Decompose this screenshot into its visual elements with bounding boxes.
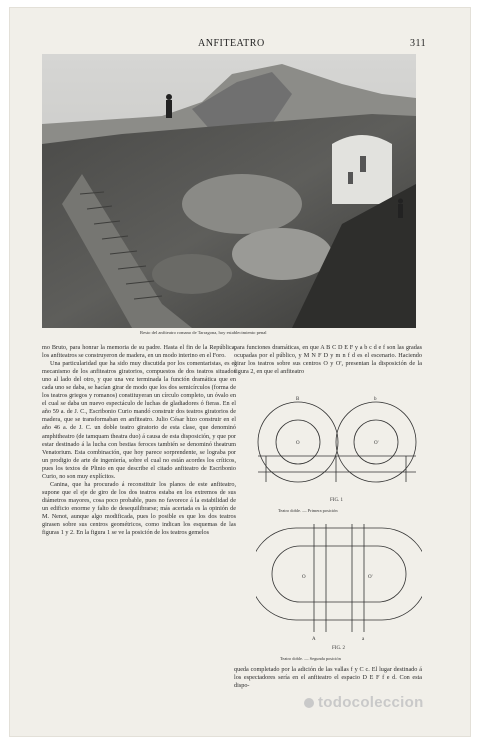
paragraph: queda completado por la adición de las vallas f y C c. El lugar destinado á los espectadores sería en el anfiteatro el espacio D E F f e d. Con esta dispo- [234, 666, 422, 690]
svg-text:O: O [296, 441, 300, 446]
photo-caption: Resto del anfiteatro romano de Tarragona, hoy establecimiento penal [140, 330, 267, 335]
svg-text:a: a [362, 637, 365, 642]
figure-2-label: FIG. 2 [332, 646, 346, 651]
svg-text:A: A [312, 637, 316, 642]
figure-1-label: FIG. 1 [330, 498, 344, 503]
svg-text:O': O' [368, 575, 373, 580]
figure-1-diagram [256, 394, 422, 504]
left-column [42, 344, 236, 537]
book-page [10, 8, 470, 736]
right-column-top [234, 344, 422, 376]
svg-text:b: b [374, 397, 377, 402]
amphitheatre-photo [42, 54, 416, 328]
svg-text:O: O [302, 575, 306, 580]
svg-text:B: B [296, 397, 300, 402]
figure-2-diagram [256, 520, 422, 648]
page-number: 311 [410, 38, 427, 49]
right-column-bottom [234, 666, 422, 690]
watermark-logo [304, 694, 424, 711]
watermark-dot-icon [304, 698, 314, 708]
paragraph: Una particularidad que ha sido muy discutida por los comentaristas, es el mecanismo de los anfiteatros giratorios, compuestos de dos teatros situados uno al lado del otro, y que una vez terminada la función dramática que en cada uno se daba, se hacían girar de modo que los dos semicírculos (forma de los teatros griegos y romanos) constituyeran un círculo completo, un óvalo en el cual se daba un nuevo espectáculo de luchas de gladiadores ó fieras. En el año 59 a. de J. C., Escribonio Curio mandó construir dos teatros giratorios de madera, que se transformaban en anfiteatro. Julio César hizo construir en el año 46 a. de J. C. un doble teatro giratorio de esta clase, que denominó amphitheatro (de tamquam theatra duo) á causa de esta disposición, y que por estar destinado á la lucha con bestias feroces también se denominó theatrum Venatorium. Esta combinación, que hoy parece sorprendente, se lograba por un prodigio de arte de ingeniería, sobre el cual no están acordes los críticos, pues los textos de Plinio en que describe el citado anfiteatro de Escribonio Curio, no son muy explícitos. [42, 360, 236, 480]
svg-text:O': O' [374, 441, 379, 446]
figure-1-caption: Teatro doble. — Primera posición [278, 508, 338, 513]
paragraph: para funciones dramáticas, en que A B C D E F y a b c d e f son las gradas ocupadas por el público, y M N F D y m n f d es el escenario. Haciendo girar los teatros sobre sus centros O y O', presentan la disposición de la figura 2, en que el anfiteatro [234, 344, 422, 376]
figure-2-caption: Teatro doble. — Segunda posición [280, 656, 341, 661]
paragraph: mo Bruto, para honrar la memoria de su padre. Hasta el fin de la República, los anfiteatros se construyeron de madera, en un modo interino en el Foro. [42, 344, 236, 360]
running-title: ANFITEATRO [198, 38, 265, 49]
paragraph: Canina, que ha procurado á reconstituir los planos de este anfiteatro, supone que el eje de giro de los dos teatros estaba en los extremos de sus diámetros mayores, cosa poco probable, pues no favorece á la estabilidad de un edificio enorme y falto de desequilibrarse; más acertada es la opinión de M. Nenot, aunque algo modificada, pues lo posible es que los dos teatros girasen sobre sus centros geométricos, como indican los esquemas de las figuras 1 y 2. En la figura 1 se ve la posición de los teatros gemelos [42, 480, 236, 537]
page-header [10, 38, 470, 52]
watermark-text: todocoleccion [318, 694, 424, 711]
